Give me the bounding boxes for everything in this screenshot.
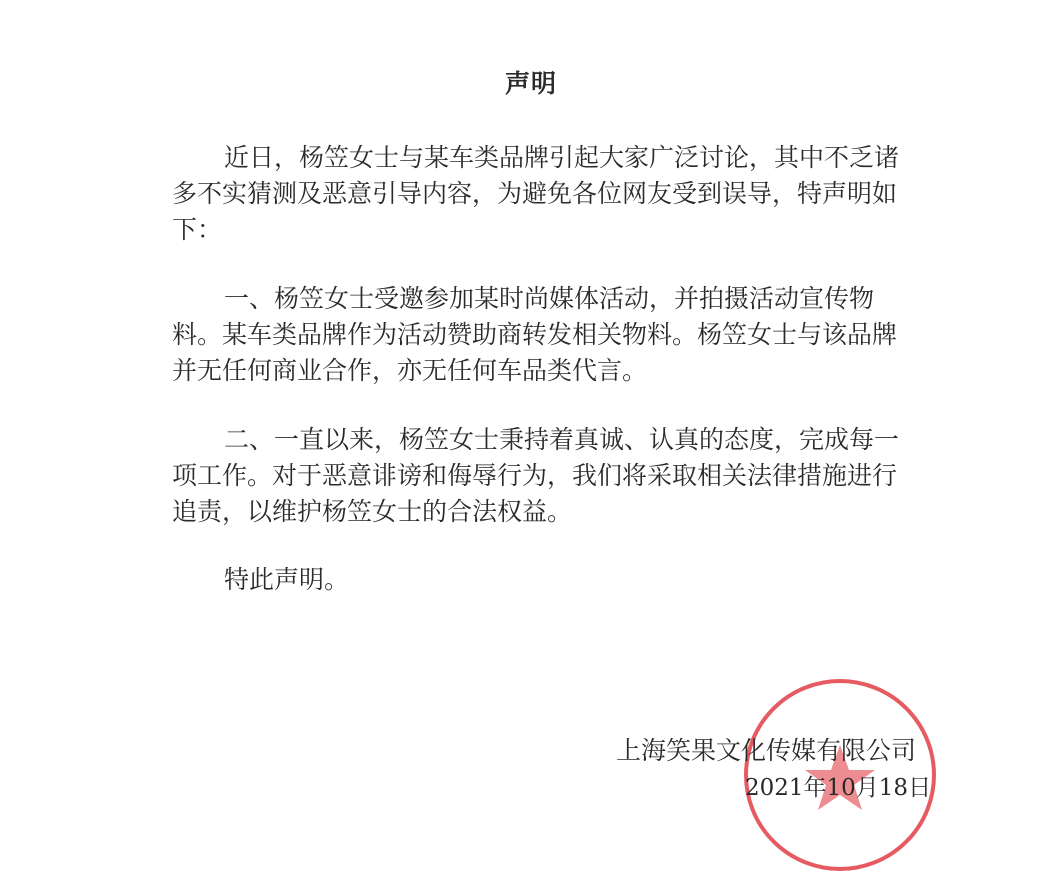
text-line: 料。某车类品牌作为活动赞助商转发相关物料。杨笠女士与该品牌 <box>172 320 898 349</box>
paragraph-closing <box>172 562 932 598</box>
document-title: 声明 <box>504 69 557 98</box>
text-line: 二、一直以来，杨笠女士秉持着真诚、认真的态度，完成每一 <box>224 425 900 454</box>
text-line: 并无任何商业合作，亦无任何车品类代言。 <box>172 356 648 385</box>
text-line: 下： <box>172 215 223 244</box>
signature-company: 上海笑果文化传媒有限公司 <box>616 736 917 765</box>
text-line: 追责，以维护杨笠女士的合法权益。 <box>172 497 573 526</box>
signature-date: 2021年10月18日 <box>745 775 932 801</box>
text-line: 近日，杨笠女士与某车类品牌引起大家广泛讨论，其中不乏诸 <box>224 143 900 172</box>
paragraph-point-2 <box>172 422 932 530</box>
text-line: 一、杨笠女士受邀参加某时尚媒体活动，并拍摄活动宣传物 <box>224 284 875 313</box>
paragraph-intro <box>172 140 932 248</box>
text-line: 项工作。对于恶意诽谤和侮辱行为，我们将采取相关法律措施进行 <box>172 461 898 490</box>
paragraph-point-1 <box>172 281 932 389</box>
text-line: 特此声明。 <box>224 565 350 594</box>
text-line: 多不实猜测及恶意引导内容，为避免各位网友受到误导，特声明如 <box>172 179 898 208</box>
